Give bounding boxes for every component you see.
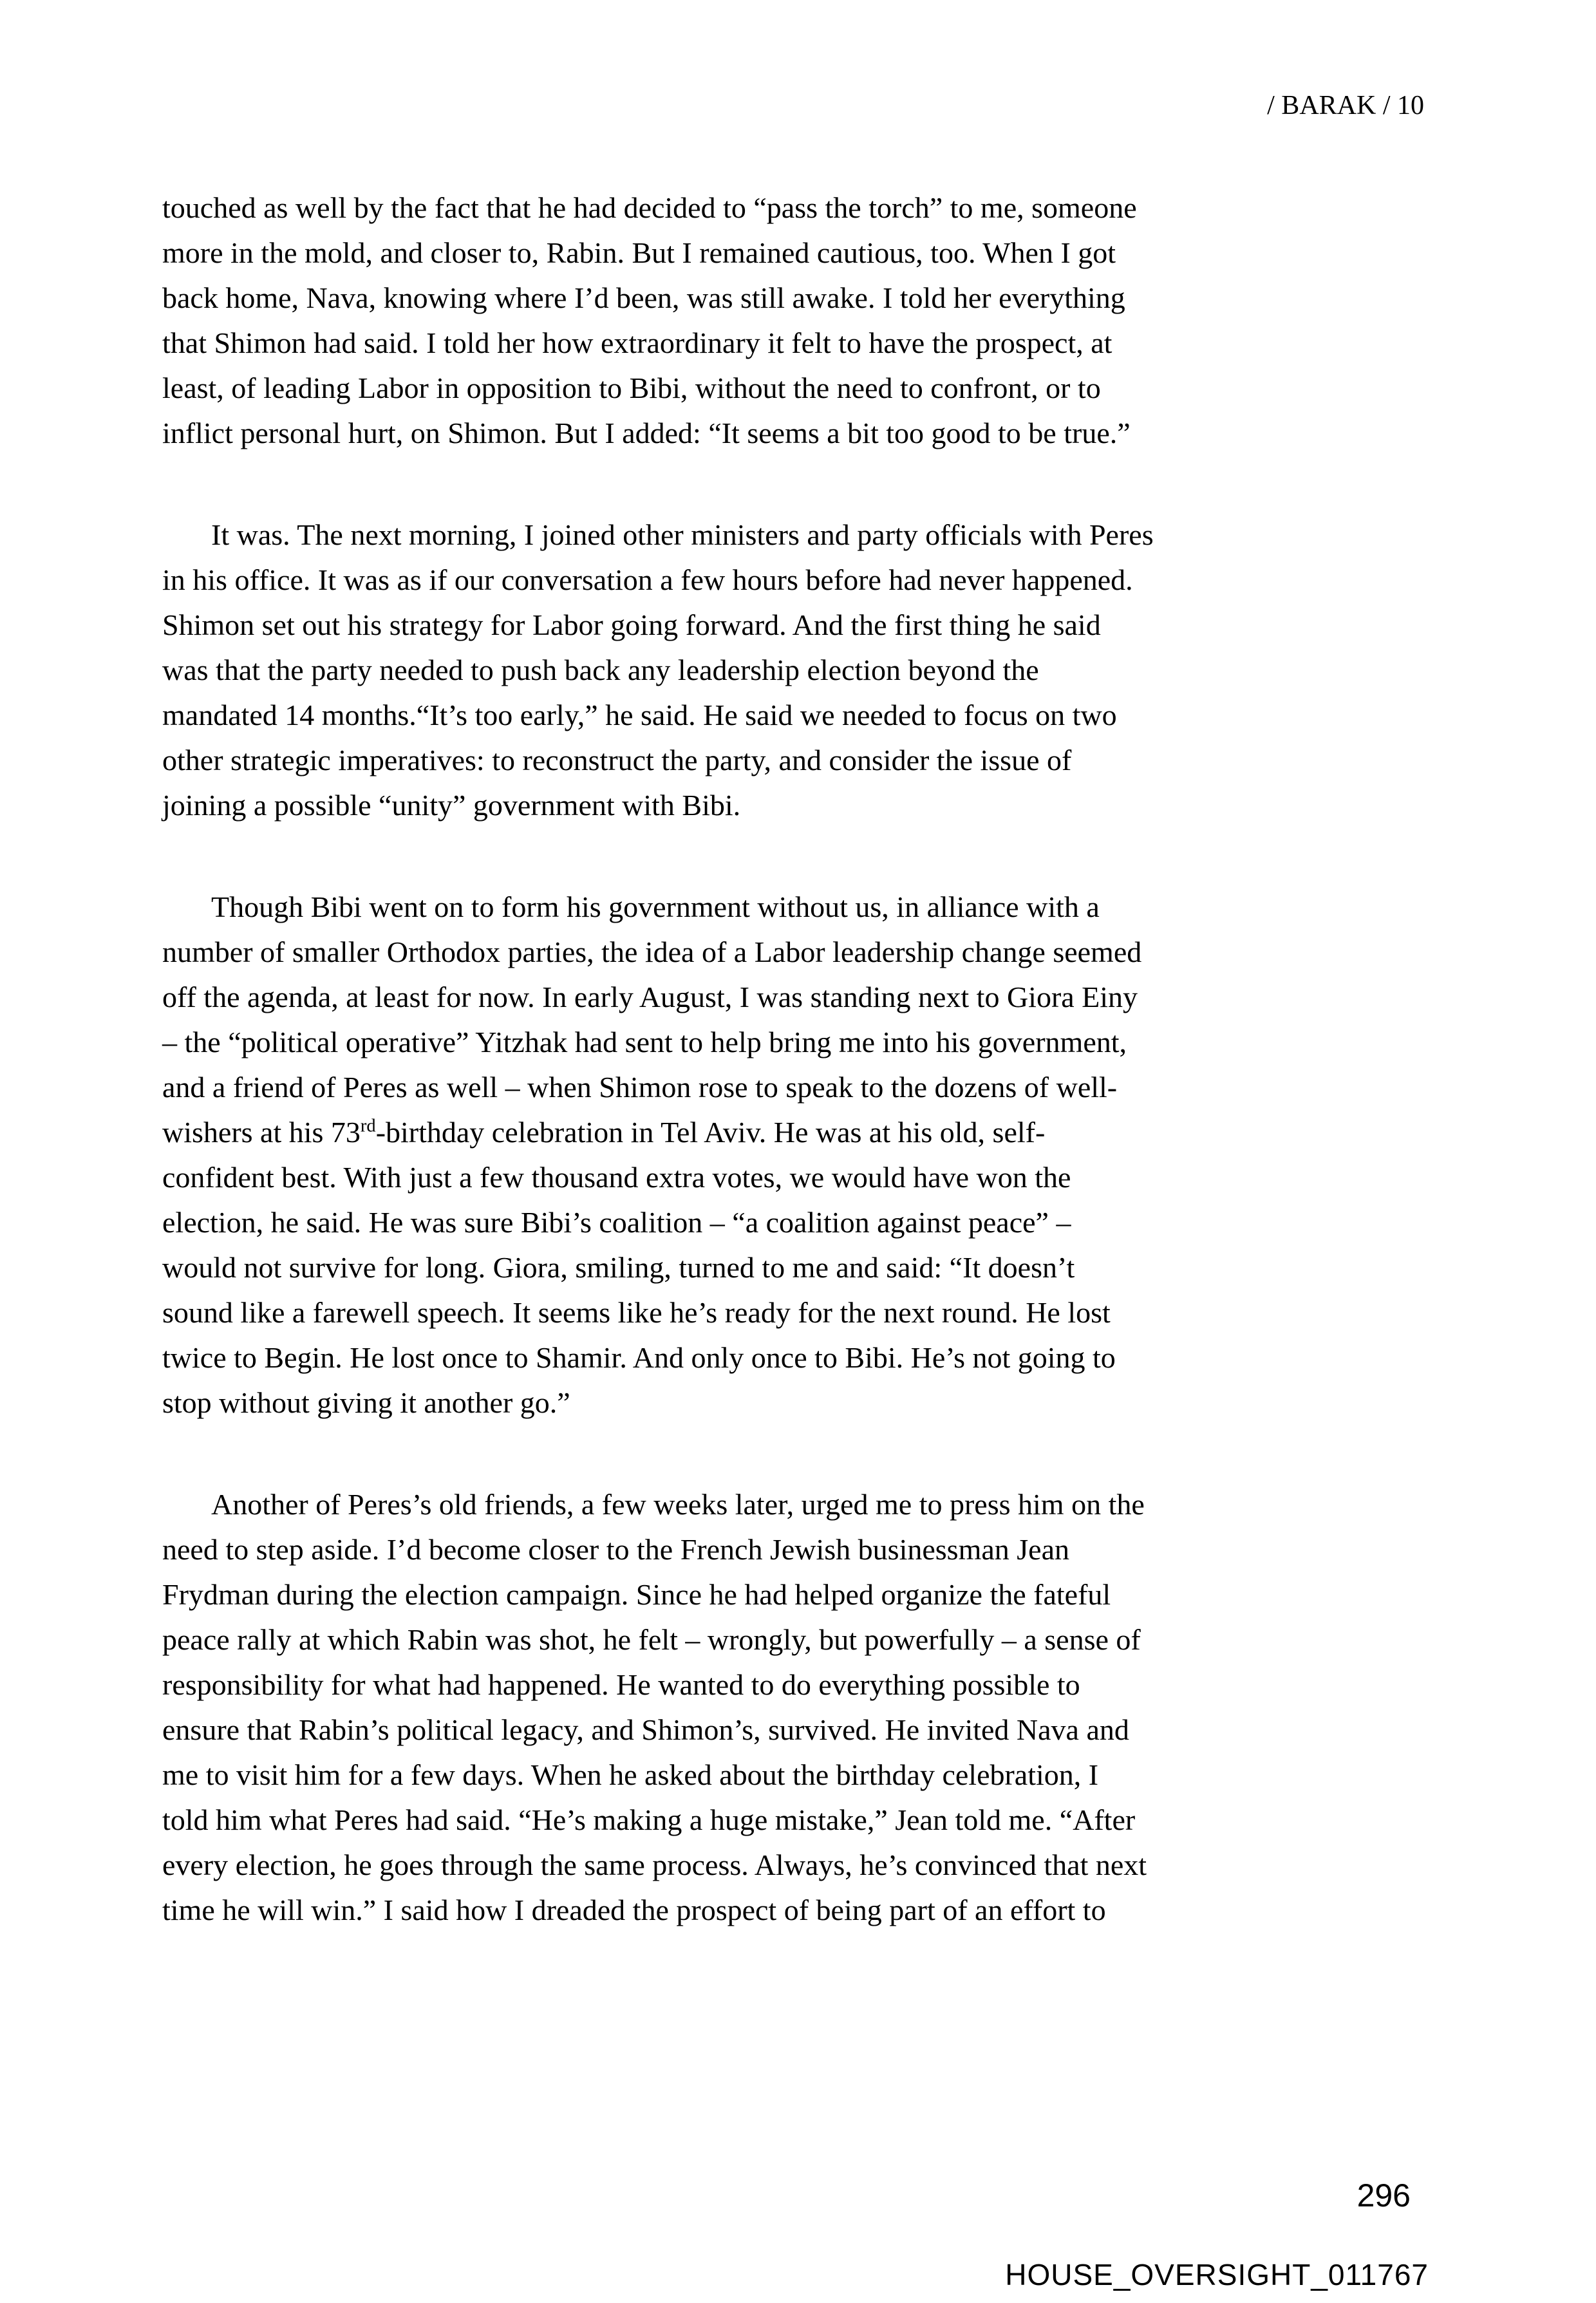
text-line: responsibility for what had happened. He wanted to do everything possible to [162, 1668, 1080, 1701]
text-line: off the agenda, at least for now. In early August, I was standing next to Giora Einy [162, 981, 1138, 1013]
text-line: told him what Peres had said. “He’s making a huge mistake,” Jean told me. “After [162, 1803, 1136, 1836]
text-line: back home, Nava, knowing where I’d been, was still awake. I told her everything [162, 281, 1125, 314]
text-line: sound like a farewell speech. It seems like he’s ready for the next round. He lost [162, 1296, 1111, 1329]
text-line: Though Bibi went on to form his government without us, in alliance with a [211, 890, 1100, 923]
text-line: number of smaller Orthodox parties, the idea of a Labor leadership change seemed [162, 935, 1142, 968]
text-line: every election, he goes through the same process. Always, he’s convinced that next [162, 1848, 1147, 1881]
text-line: peace rally at which Rabin was shot, he felt – wrongly, but powerfully – a sense of [162, 1623, 1141, 1656]
text-line: mandated 14 months.“It’s too early,” he said. He said we needed to focus on two [162, 699, 1117, 731]
text-line: was that the party needed to push back any leadership election beyond the [162, 653, 1039, 686]
text-line: and a friend of Peres as well – when Shimon rose to speak to the dozens of well- [162, 1071, 1118, 1104]
text-line: touched as well by the fact that he had decided to “pass the torch” to me, someone [162, 191, 1137, 224]
text-line: me to visit him for a few days. When he asked about the birthday celebration, I [162, 1758, 1099, 1791]
text-line: would not survive for long. Giora, smiling, turned to me and said: “It doesn’t [162, 1251, 1075, 1284]
text-line: – the “political operative” Yitzhak had sent to help bring me into his government, [162, 1026, 1127, 1058]
text-line: twice to Begin. He lost once to Shamir. And only once to Bibi. He’s not going to [162, 1341, 1116, 1374]
text-line: It was. The next morning, I joined other ministers and party officials with Peres [211, 518, 1154, 551]
text-line: need to step aside. I’d become closer to the French Jewish businessman Jean [162, 1533, 1069, 1566]
text-line: least, of leading Labor in opposition to Bibi, without the need to confront, or to [162, 371, 1101, 404]
body-text [162, 185, 1453, 1989]
bates-number: HOUSE_OVERSIGHT_011767 [1005, 2258, 1429, 2291]
paragraph [162, 1482, 1453, 1933]
paragraph [162, 512, 1453, 828]
text-line: wishers at his 73rd-birthday celebration in Tel Aviv. He was at his old, self- [162, 1116, 1046, 1149]
text-line: inflict personal hurt, on Shimon. But I added: “It seems a bit too good to be true.” [162, 417, 1131, 449]
text-line: more in the mold, and closer to, Rabin. But I remained cautious, too. When I got [162, 236, 1116, 269]
text-line: Frydman during the election campaign. Since he had helped organize the fateful [162, 1578, 1111, 1611]
page-header: / BARAK / 10 [1267, 91, 1424, 120]
text-line: election, he said. He was sure Bibi’s coalition – “a coalition against peace” – [162, 1206, 1071, 1239]
text-line: Shimon set out his strategy for Labor going forward. And the first thing he said [162, 608, 1101, 641]
page-number: 296 [1357, 2177, 1411, 2214]
text-line: ensure that Rabin’s political legacy, and Shimon’s, survived. He invited Nava and [162, 1713, 1129, 1746]
text-line: time he will win.” I said how I dreaded the prospect of being part of an effort to [162, 1894, 1106, 1926]
text-line: joining a possible “unity” government with Bibi. [162, 789, 741, 822]
text-line: confident best. With just a few thousand extra votes, we would have won the [162, 1161, 1071, 1194]
text-line: that Shimon had said. I told her how extraordinary it felt to have the prospect, at [162, 326, 1113, 359]
text-line: Another of Peres’s old friends, a few weeks later, urged me to press him on the [211, 1488, 1145, 1521]
text-line: in his office. It was as if our conversation a few hours before had never happened. [162, 563, 1133, 596]
paragraph [162, 885, 1453, 1425]
paragraph [162, 185, 1453, 456]
text-line: stop without giving it another go.” [162, 1386, 570, 1419]
text-line: other strategic imperatives: to reconstruct the party, and consider the issue of [162, 744, 1072, 776]
